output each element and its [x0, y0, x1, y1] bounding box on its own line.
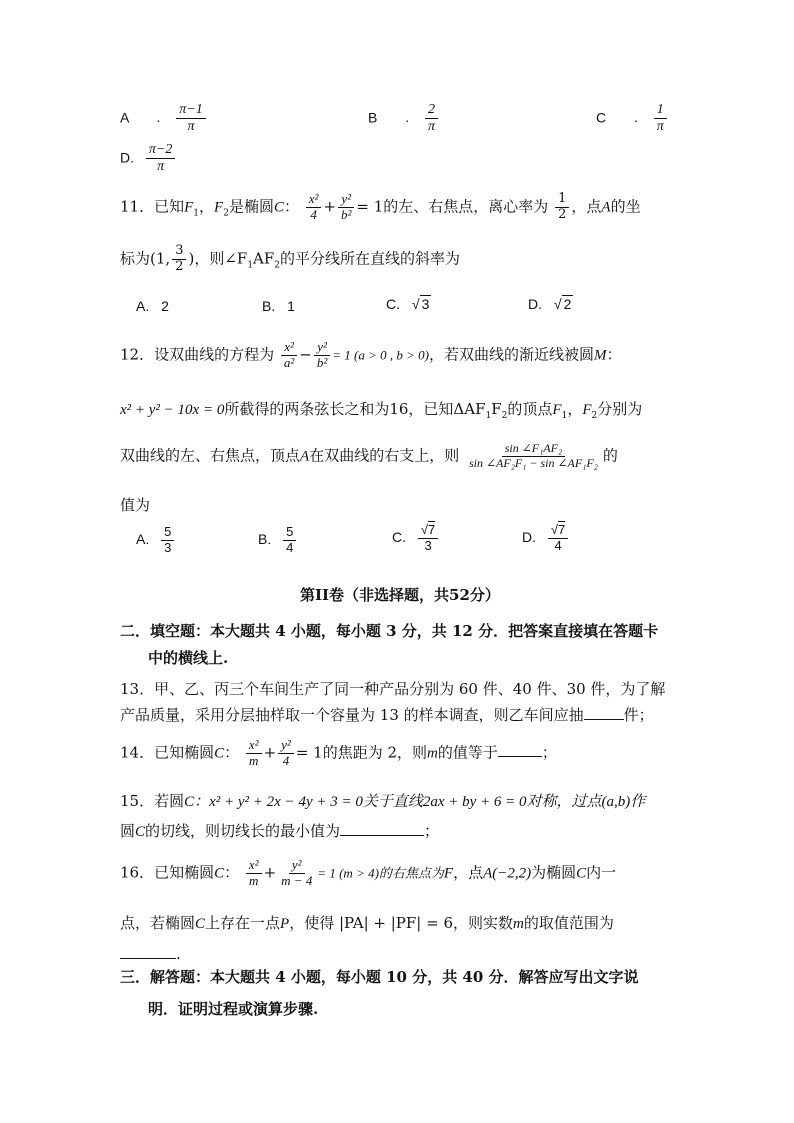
math-var: C — [576, 865, 587, 882]
question-number: 11． — [120, 197, 155, 216]
denominator: 4 — [554, 537, 562, 553]
math-var: F — [552, 402, 562, 418]
option-label: C — [596, 109, 607, 126]
fraction — [176, 102, 205, 135]
section3-instructions-line1: 三．解答题：本大题共 4 小题，每小题 10 分，共 40 分．解答应写出文字说 — [120, 968, 639, 986]
question-text: ，点 — [453, 863, 484, 882]
question-text: 的平分线所在直线的斜率为 — [280, 249, 461, 268]
math-expr: = 1 (m > 4)的右焦点为 — [317, 865, 444, 881]
option-value: 2 — [161, 298, 169, 314]
question-text: 的顶点 — [507, 400, 553, 418]
fraction — [548, 523, 568, 554]
denominator: sin ∠AF₂F₁ − sin ∠AF₁F₂ — [468, 455, 598, 470]
math-var: M — [594, 347, 607, 364]
numerator: y² — [314, 340, 330, 356]
numerator: √7 — [548, 523, 568, 539]
fraction — [246, 738, 262, 769]
q11-line1: 11．已知$F_1$，$F_2$是椭圆C： $\frac{\text{x²}}{4}$ + $\frac{\text{y²}}{\text{b²}}$ = 1的左、右焦点，离心率为 $\frac{1}{2}$ ，点A的坐 — [120, 191, 641, 222]
q10-option-a — [120, 102, 208, 135]
question-text: 为椭圆 — [531, 863, 577, 882]
question-text: ； — [541, 743, 557, 762]
math-var: m — [513, 916, 524, 932]
numerator: x² — [281, 340, 297, 356]
denominator: π — [157, 159, 165, 175]
denominator: 2 — [558, 206, 567, 222]
fraction — [172, 244, 186, 275]
question-text: ，使得 |PA| + |PF| = 6，则实数 — [289, 914, 514, 932]
fraction — [338, 192, 354, 223]
radicand: 7 — [428, 522, 436, 537]
q11-option-b — [262, 298, 295, 314]
denominator: π — [656, 119, 664, 135]
radicand: 3 — [421, 296, 430, 312]
denominator: m — [249, 872, 259, 888]
fraction — [283, 525, 296, 556]
option-label: A. — [136, 298, 150, 314]
numerator: y² — [278, 738, 294, 754]
section2-instructions-line1 — [120, 620, 658, 641]
option-label: B. — [262, 298, 276, 314]
denominator: a² — [283, 354, 295, 370]
q12-line1: 12．设双曲线的方程为 $\frac{\text{x²}}{\text{a²}}$ − $\frac{\text{y²}}{\text{b²}}$ = 1 (a > 0 , b > 0)，若双曲线的渐近线被圆M： — [120, 339, 622, 370]
q11-option-d — [528, 296, 573, 312]
math-var: F — [582, 402, 592, 418]
question-text: 件； — [623, 706, 654, 724]
math-var: C — [273, 199, 284, 216]
question-text: = 1的左、右焦点，离心率为 — [356, 197, 549, 216]
option-label: A — [120, 109, 129, 126]
separator: ， — [567, 400, 583, 418]
question-text: AF — [253, 249, 275, 268]
math-var: C — [184, 794, 195, 810]
denominator: 4 — [282, 752, 290, 768]
answer-blank[interactable] — [120, 944, 176, 959]
fraction — [161, 525, 174, 556]
denominator: 4 — [310, 206, 317, 222]
q12-line2: x² + y² − 10x = 0所截得的两条弦长之和为16，已知$\Delta AF_1F_2$的顶点$F_1$，$F_2$分别为 — [120, 400, 643, 421]
math-var: F — [214, 199, 224, 216]
math-expr: (1, — [150, 249, 171, 268]
answer-blank[interactable] — [498, 742, 542, 757]
q13-line2 — [120, 704, 654, 725]
question-text: ； — [424, 822, 440, 840]
section2-instructions-line2: 中的横线上. — [148, 649, 229, 667]
math-var: P — [280, 916, 290, 932]
question-text: 已知 — [154, 197, 185, 216]
option-label: D. — [120, 149, 134, 166]
option-label: C. — [386, 296, 400, 312]
denominator: π — [428, 119, 436, 135]
numerator: sin ∠F₁AF₂ — [502, 442, 565, 457]
option-label: D. — [528, 296, 542, 312]
denominator: π — [187, 119, 195, 135]
q10-option-c — [596, 102, 669, 135]
question-text: 的切线，则切线长的最小值为 — [145, 822, 341, 840]
numerator: y² — [289, 858, 305, 874]
fraction — [278, 738, 294, 769]
numerator: 1 — [654, 102, 667, 119]
q16-line1: 16．已知椭圆C： $\frac{\text{x²}}{m}$ + $\frac{\text{y²}}{m - 4}$ = 1 (m > 4)的右焦点为F，点A(−2,2)为椭圆C内一 — [120, 857, 617, 888]
q12-option-a — [136, 525, 176, 556]
sqrt: √ 3 — [411, 296, 430, 312]
answer-blank[interactable] — [340, 821, 424, 836]
denominator: m − 4 — [281, 872, 313, 888]
q16-line3 — [120, 944, 181, 963]
denominator: b² — [341, 206, 352, 222]
q15-line2 — [120, 820, 439, 841]
question-text: 是椭圆 — [228, 197, 274, 216]
question-text: 的坐 — [610, 197, 641, 216]
q13-line1: 13．甲、乙、丙三个车间生产了同一种产品分别为 60 件、40 件、30 件，为了解 — [120, 680, 666, 698]
numerator: π−1 — [176, 102, 205, 119]
denominator: b² — [316, 354, 328, 370]
math-expr: x² + y² − 10x = 0 — [120, 402, 225, 418]
numerator: x² — [306, 192, 322, 208]
denominator: m — [249, 752, 259, 768]
numerator: 5 — [161, 525, 174, 541]
numerator: 1 — [555, 192, 569, 208]
fraction — [466, 442, 601, 471]
math-expr: ：x² + y² + 2x − 4y + 3 = 0关于直线2ax + by + 6 = 0对称，过点(a,b)作 — [194, 794, 646, 810]
option-label: C. — [392, 529, 406, 546]
math-var: A — [300, 448, 310, 465]
math-var: F — [184, 199, 194, 216]
q10-option-b — [368, 102, 440, 135]
fraction — [281, 340, 297, 371]
math-var: C — [214, 865, 225, 882]
question-text: 内一 — [586, 863, 617, 882]
fraction — [425, 102, 438, 135]
numerator: 5 — [283, 525, 296, 541]
question-text: 的 — [602, 446, 618, 465]
q16-line2 — [120, 912, 614, 933]
radicand: 2 — [563, 296, 572, 312]
q11-option-c — [386, 296, 431, 312]
separator: ： — [224, 743, 240, 762]
numerator: 2 — [425, 102, 438, 119]
q12-option-b — [258, 525, 298, 556]
option-label: B — [368, 109, 378, 126]
question-text: 的取值范围为 — [523, 914, 614, 932]
separator: ： — [224, 863, 240, 882]
fraction — [314, 340, 330, 371]
math-var: C — [195, 916, 206, 932]
q14-line: 14．已知椭圆C： $\frac{\text{x²}}{m}$ + $\frac{\text{y²}}{4}$ = 1的焦距为 2，则m的值等于 ； — [120, 737, 557, 768]
question-text: 15．若圆 — [120, 792, 185, 810]
separator: ： — [606, 345, 622, 364]
denominator: 2 — [175, 258, 184, 274]
answer-blank[interactable] — [584, 705, 624, 720]
numerator: x² — [246, 858, 262, 874]
option-dot: . — [634, 109, 638, 126]
q12-option-c — [392, 523, 440, 554]
math-expr: = 1 (a > 0 , b > 0) — [332, 347, 430, 363]
fraction — [555, 192, 569, 223]
denominator: 3 — [164, 539, 172, 555]
math-expr: A(−2,2) — [483, 865, 532, 882]
separator: ， — [199, 197, 215, 216]
numerator: π−2 — [146, 142, 175, 159]
q10-option-d — [120, 142, 177, 175]
question-text: 在双曲线的右支上，则 — [309, 446, 460, 465]
question-text: 分别为 — [597, 400, 643, 418]
numerator: √7 — [418, 523, 438, 539]
option-label: B. — [258, 531, 272, 548]
question-text: 的值等于 — [437, 743, 498, 762]
fraction — [654, 102, 667, 135]
question-text: 14．已知椭圆 — [120, 743, 215, 762]
numerator: 3 — [172, 244, 186, 260]
question-text: 圆 — [120, 822, 136, 840]
question-text: F — [491, 400, 502, 418]
question-text: 点，若椭圆 — [120, 914, 196, 932]
math-var: C — [214, 745, 225, 762]
q12-line3 — [120, 442, 618, 471]
question-text: = 1的焦距为 2，则 — [295, 743, 428, 762]
fraction — [278, 858, 315, 889]
fraction — [418, 523, 438, 554]
q11-line2: 标为(1, $\frac{3}{2}$ )，则$\angle F_1AF_2$的平分线所在直线的斜率为 — [120, 243, 461, 274]
separator: ： — [283, 197, 299, 216]
numerator: x² — [246, 738, 262, 754]
section3-instructions-line2: 明．证明过程或演算步骤. — [148, 1000, 319, 1018]
section-title: 第II卷（非选择题，共52分） — [300, 586, 500, 604]
fraction — [146, 142, 175, 175]
q12-line4: 值为 — [120, 496, 151, 514]
math-var: C — [135, 824, 146, 840]
q11-option-a — [136, 298, 169, 314]
question-text: 标为 — [120, 249, 151, 268]
option-dot: . — [156, 109, 161, 126]
math-var: A — [601, 199, 611, 216]
question-number: 12． — [120, 345, 155, 364]
q12-option-d — [522, 523, 570, 554]
math-expr: ) — [188, 249, 195, 268]
numerator: y² — [338, 192, 354, 208]
question-text: 16．已知椭圆 — [120, 863, 215, 882]
question-text: 双曲线的左、右焦点，顶点 — [120, 446, 301, 465]
question-text: 上存在一点 — [205, 914, 281, 932]
math-var: F — [443, 865, 454, 882]
question-text: 所截得的两条弦长之和为16，已知ΔAF — [224, 400, 486, 418]
question-text: 设双曲线的方程为 — [154, 345, 275, 364]
denominator: 3 — [424, 537, 432, 553]
option-value: 1 — [287, 298, 295, 314]
option-label: A. — [136, 531, 150, 548]
question-text: 产品质量，采用分层抽样取一个容量为 13 的样本调查，则乙车间应抽 — [120, 706, 584, 724]
fraction — [306, 192, 322, 223]
denominator: 4 — [286, 539, 294, 555]
question-text: ，若双曲线的渐近线被圆 — [429, 345, 595, 364]
option-label: D. — [522, 529, 536, 546]
option-dot: . — [405, 109, 410, 126]
radicand: 7 — [558, 522, 566, 537]
math-var: m — [427, 745, 438, 762]
fraction — [246, 858, 262, 889]
sqrt: √ 2 — [553, 296, 572, 312]
question-text: . — [176, 945, 181, 963]
instruction-text: 二．填空题：本大题共 4 小题，每小题 3 分，共 12 分．把答案直接填在答题卡 — [120, 622, 659, 640]
q15-line1 — [120, 790, 645, 811]
question-text: ，则∠F — [194, 249, 248, 268]
question-text: ，点 — [571, 197, 602, 216]
